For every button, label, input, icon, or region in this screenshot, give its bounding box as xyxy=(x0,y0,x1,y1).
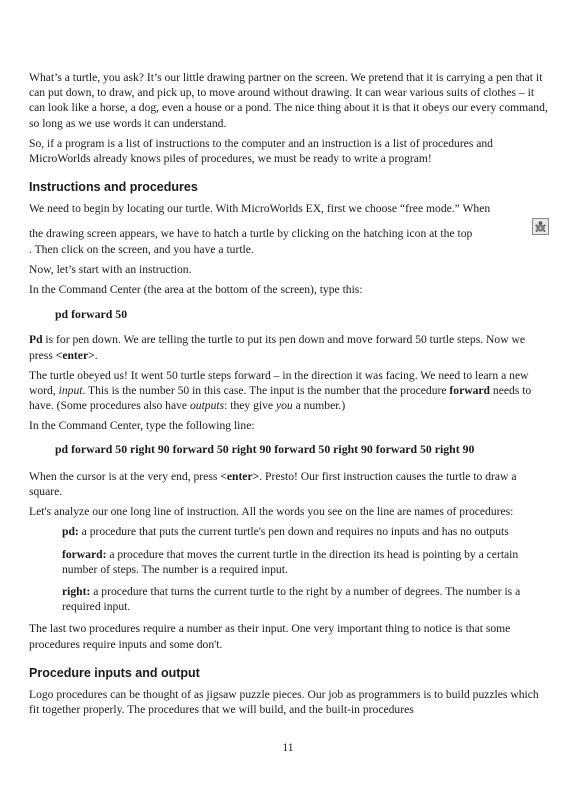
text-segment: . xyxy=(94,348,98,362)
text-segment: . Presto! Our first instruction causes the turtle to draw a square. xyxy=(29,469,517,499)
section-heading-procedure-inputs: Procedure inputs and output xyxy=(29,665,200,680)
paragraph-hatch-turtle xyxy=(29,226,551,241)
command-example-1: pd forward 50 xyxy=(55,307,128,322)
section-heading-instructions: Instructions and procedures xyxy=(29,180,198,195)
definition-term: pd: xyxy=(62,525,79,539)
paragraph-analyze: Let's analyze our one long line of instruction. All the words you see on the line are names of procedures: xyxy=(29,505,514,519)
paragraph-turtle-obeyed xyxy=(29,368,551,414)
definition-pd xyxy=(62,524,551,539)
definition-right xyxy=(62,584,551,614)
paragraph-inputs-note: The last two procedures require a number as their input. One very important thing to notice is that some procedures require inputs and some don't. xyxy=(29,622,511,651)
definition-forward xyxy=(62,547,551,577)
command-example-2: pd forward 50 right 90 forward 50 right 90 forward 50 right 90 forward 50 right 90 xyxy=(55,441,475,456)
paragraph-command-center: In the Command Center (the area at the bottom of the screen), type this: xyxy=(29,283,363,297)
intro-paragraph-2: So, if a program is a list of instructions to the computer and an instruction is a list of procedures and MicroWorlds already knows piles of procedures, we must be ready to write a program! xyxy=(29,136,493,166)
paragraph-type-line: In the Command Center, type the following line: xyxy=(29,419,255,433)
key-enter: <enter> xyxy=(220,469,260,483)
paragraph-locate-turtle: We need to begin by locating our turtle. With MicroWorlds EX, first we choose “free mode.” When xyxy=(29,202,491,216)
definition-text: a procedure that turns the current turtle to the right by a number of degrees. The number is a required input. xyxy=(62,585,521,614)
document-page xyxy=(29,70,551,722)
paragraph-jigsaw: Logo procedures can be thought of as jigsaw puzzle pieces. Our job as programmers is to build puzzles which fit together properly. The procedures that we will build, and the built-in procedures xyxy=(29,687,539,717)
definition-term: right: xyxy=(62,585,91,599)
definition-text: a procedure that puts the current turtle's pen down and requires no inputs and has no outputs xyxy=(78,525,509,539)
hatch-text: the drawing screen appears, we have to hatch a turtle by clicking on the hatching icon at the top xyxy=(29,227,473,241)
text-segment: . This is the number 50 in this case. The input is the number that the procedure xyxy=(82,384,450,398)
term-input: input xyxy=(58,384,83,398)
paragraph-click-screen: . Then click on the screen, and you have a turtle. xyxy=(29,242,254,256)
term-outputs: outputs xyxy=(189,399,225,413)
text-segment: a number.) xyxy=(292,399,346,413)
term-you: you xyxy=(275,399,293,413)
page-number: 11 xyxy=(282,741,294,754)
intro-paragraph-1: What’s a turtle, you ask? It’s our little drawing partner on the screen. We pretend that it is carrying a pen that it can put down, to draw, and pick up, to move around without drawing. It can wear various suits of clothes – it can look like a horse, a dog, even a house or a pond. The nice thing about it is that it obeys our every command, so long as we use words it can understand. xyxy=(29,71,548,130)
text-segment: is for pen down. We are telling the turtle to put its pen down and move forward 50 turtle steps. Now we press xyxy=(29,333,525,362)
definition-term: forward: xyxy=(62,547,107,561)
paragraph-press-enter xyxy=(29,469,551,499)
definition-text: a procedure that moves the current turtle in the direction its head is pointing by a certain number of steps. The number is a required input. xyxy=(62,547,519,576)
text-segment: The turtle obeyed us! It went 50 turtle steps forward – in the direction it was facing. We need to learn a new word, xyxy=(29,368,529,398)
paragraph-pen-down xyxy=(29,332,551,362)
paragraph-start-instruction: Now, let’s start with an instruction. xyxy=(29,262,192,276)
text-segment: : they give xyxy=(224,399,276,413)
text-segment: When the cursor is at the very end, press xyxy=(29,469,221,483)
turtle-hatch-icon xyxy=(532,218,549,235)
text-segment: needs to have. (Some procedures also have xyxy=(29,384,532,413)
key-enter: <enter> xyxy=(55,348,95,362)
term-forward: forward xyxy=(449,384,490,398)
term-pd: Pd xyxy=(29,333,43,347)
